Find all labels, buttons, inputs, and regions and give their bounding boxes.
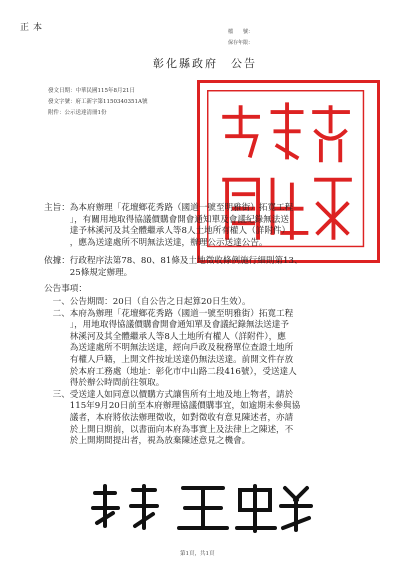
magistrate-signature [85, 478, 315, 542]
notice-line: 有權人戶籍，上開文件按址送達仍無法送達。前開文件存放 [44, 354, 294, 365]
notice-line: 一、公告期間：20日（自公告之日起算20日生效）。 [44, 297, 251, 307]
basis-line: 25條規定辦理。 [44, 267, 133, 278]
subject-line: ，應為送達處所不明無法送達，辦理公示送達公告。 [44, 237, 268, 248]
attachment-line: 附件：公示送達清冊1份 [48, 110, 107, 116]
notice-section [44, 297, 300, 448]
notice-line: 三、受送達人如同意以價購方式讓售所有土地及地上物者，請於 [44, 389, 294, 400]
subject-section [44, 203, 293, 249]
subject-line: 達予林溪河及其全體繼承人等8人土地所有權人（詳附件） [44, 226, 291, 237]
notice-heading: 公告事項： [44, 284, 87, 294]
issue-date: 發文日期：中華民國115年8月21日 [48, 88, 135, 94]
notice-line: 林溪河及其全體繼承人等8人土地所有權人（詳附件），應 [44, 331, 286, 342]
notice-line: 於本府工務處（地址：彰化市中山路二段416號），受送達人 [44, 366, 297, 377]
notice-line: 得於辦公時間前往領取。 [44, 378, 165, 389]
basis-section [44, 256, 303, 279]
subject-line: 」，有關用地取得協議價購會開會通知單及會議紀錄無法送 [44, 214, 289, 225]
notice-line: 於上開日期前，以書面向本府為事實上及法律上之陳述，不 [44, 424, 294, 435]
page-footer: 第1頁，共1頁 [180, 551, 215, 557]
document-number: 發文字號：府工新字第1150340351A號 [48, 99, 148, 105]
notice-line: 於上開期間提出者，視為放棄陳述意見之機會。 [44, 436, 251, 447]
notice-line: 為送達處所不明無法送達，經向戶政及稅務單位查證土地所 [44, 343, 294, 354]
notice-line: 議者，本府將依法辦理徵收，如對徵收有意見陳述者，亦請 [44, 412, 294, 423]
notice-line: 二、本府為辦理「花壇鄉花秀路（國道一號至明雅街）拓寬工程 [44, 308, 294, 319]
notice-line: 115年9月20日前至本府辦理協議價購事宜，如逾期未參與協 [44, 401, 301, 412]
agency-title: 彰化縣政府 公告 [153, 57, 257, 70]
signature-graphic [85, 478, 315, 538]
basis-line: 依據：行政程序法第78、80、81條及土地徵收條例施行細則第13、 [44, 256, 303, 266]
retention-label: 保存年限： [228, 40, 254, 46]
subject-line: 主旨：為本府辦理「花壇鄉花秀路（國道一號至明雅街）拓寬工程 [44, 203, 294, 213]
notice-line: 」，用地取得協議價購會開會通知單及會議紀錄無法送達予 [44, 320, 289, 331]
copy-label: 正本 [20, 23, 47, 33]
file-number-label: 檔 號： [228, 29, 254, 35]
